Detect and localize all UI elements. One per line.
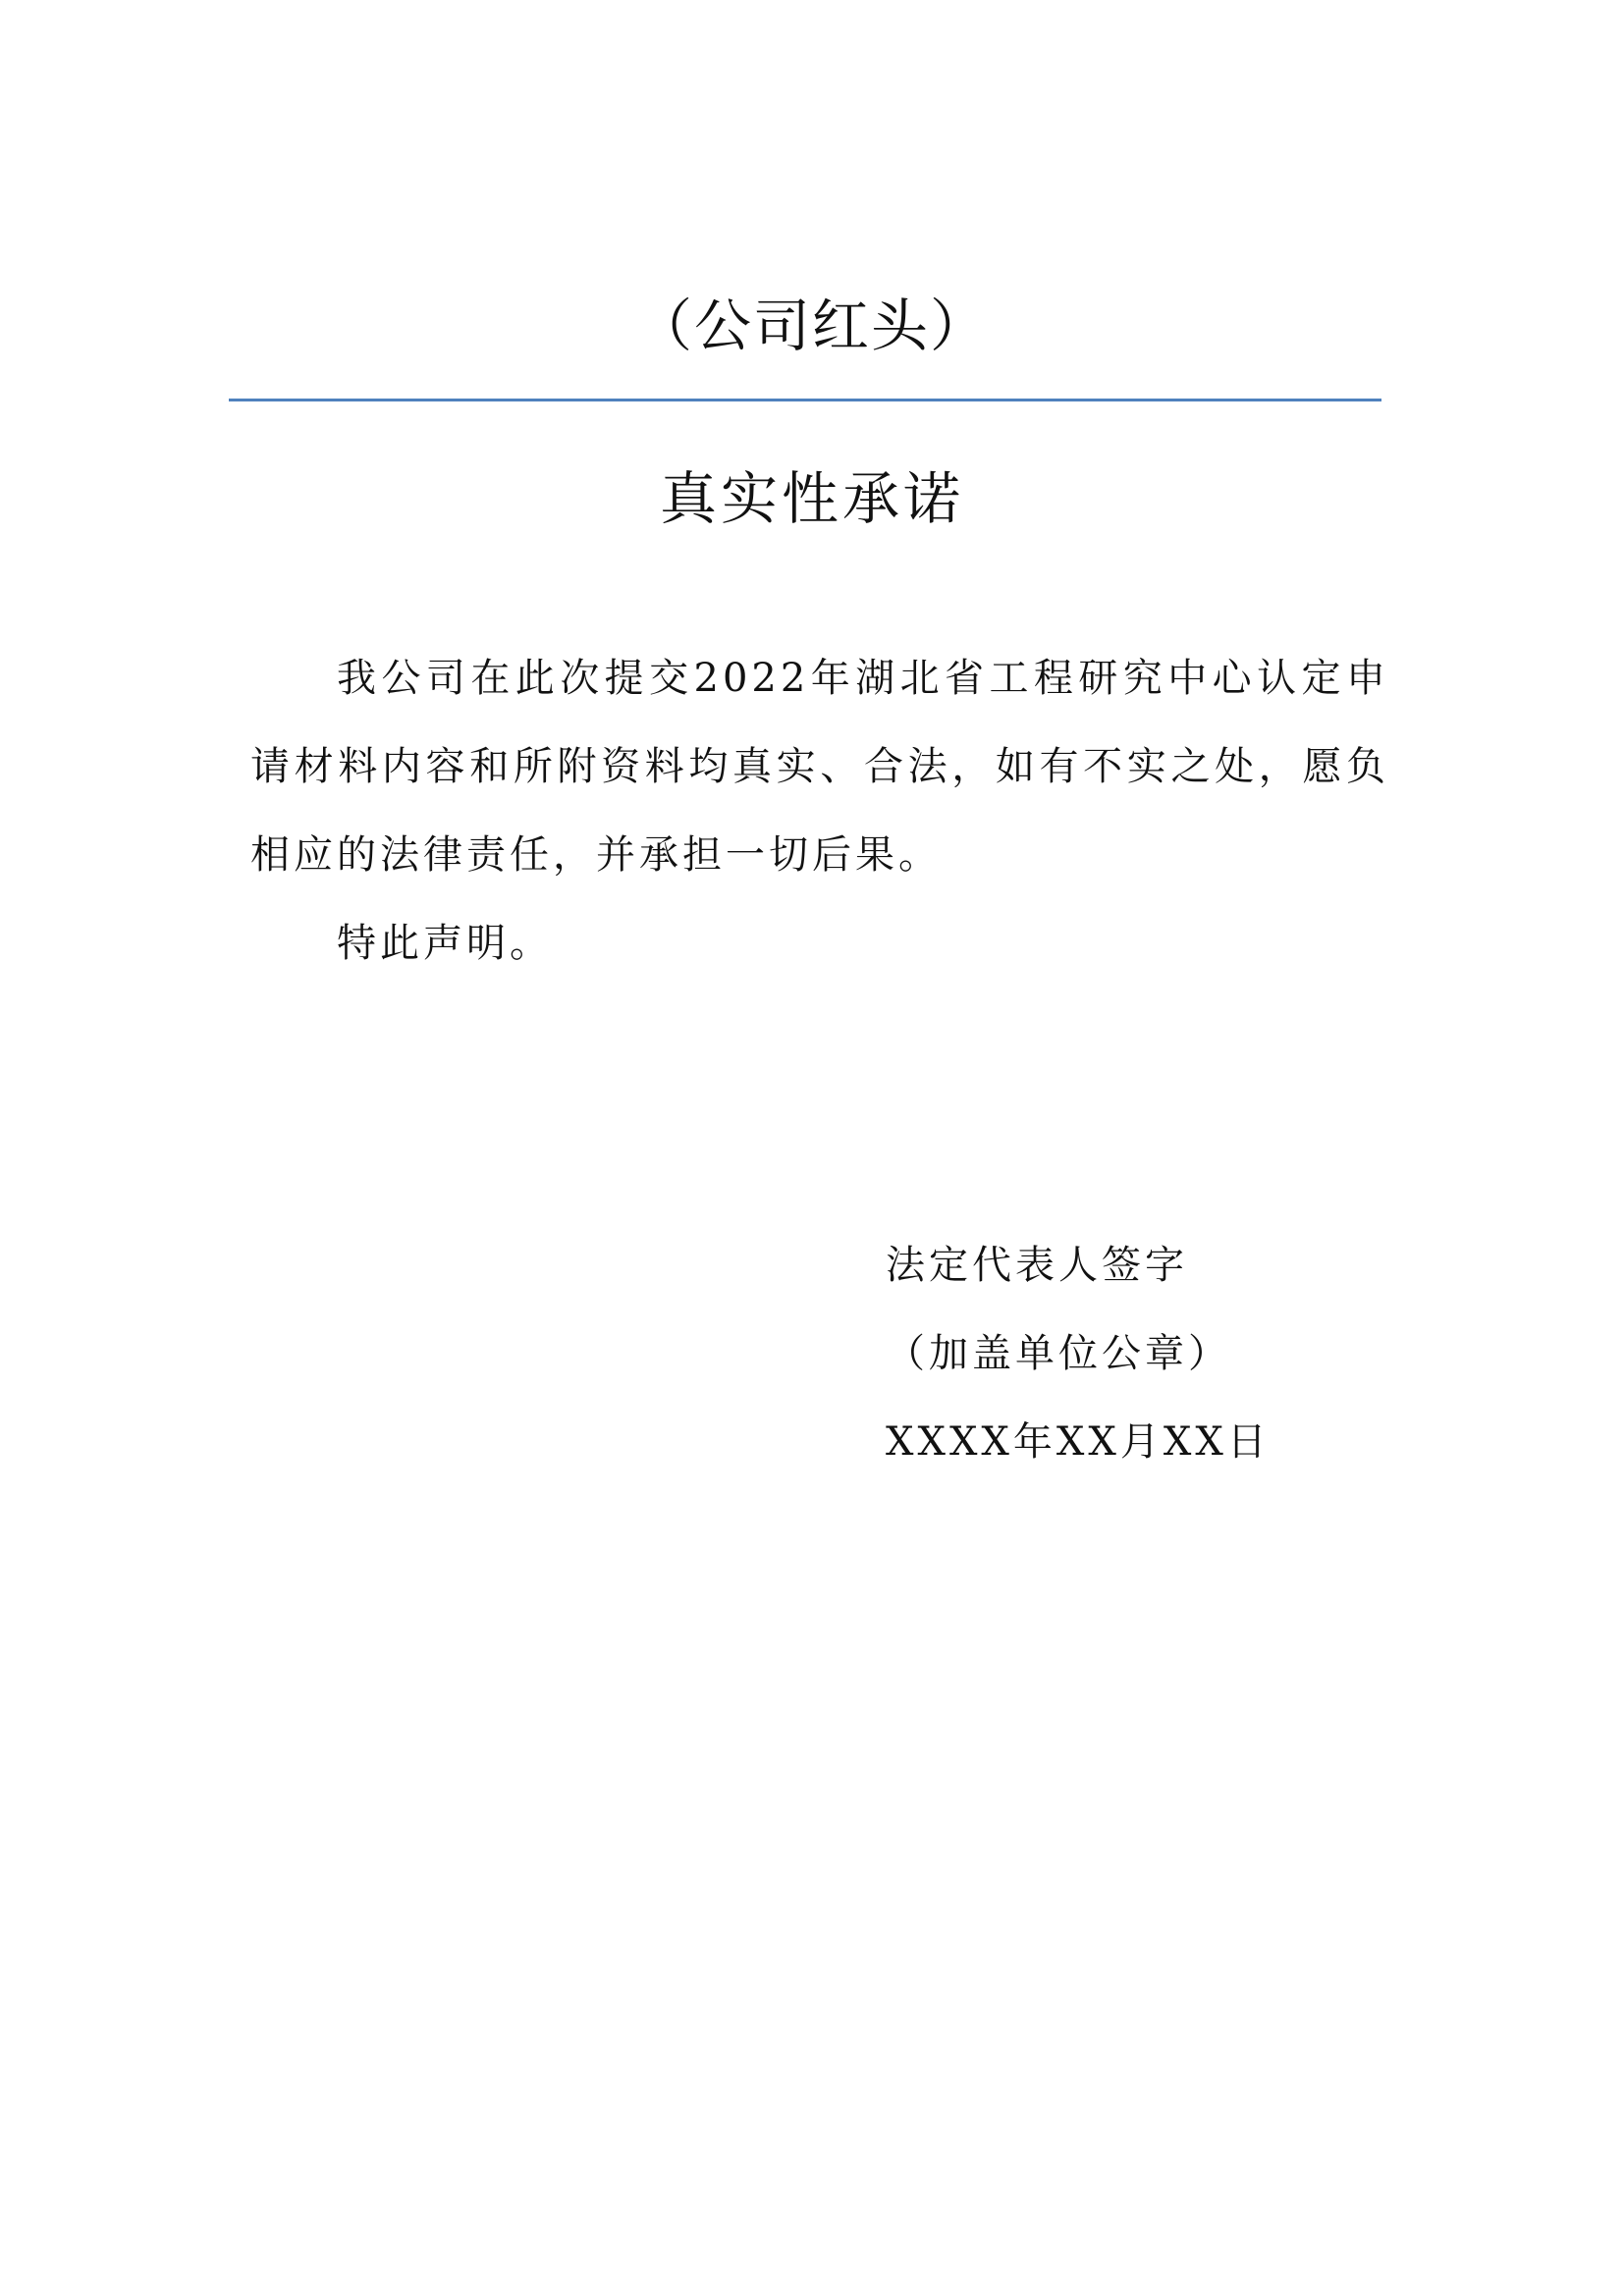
body-paragraph: 我公司在此次提交2022年湖北省工程研究中心认定申请材料内容和所附资料均真实、合法，如有不实之处，愿负相应的法律责任，并承担一切后果。 — [250, 656, 1389, 878]
date-placeholder: XXXX年XX月XX日 — [886, 1419, 1271, 1465]
letterhead-placeholder: （公司红头） — [634, 293, 989, 359]
document-title: 真实性承诺 — [659, 465, 964, 532]
signature-block — [886, 1221, 1271, 1486]
signer-label: 法定代表人签字 — [886, 1243, 1188, 1288]
header-divider — [229, 399, 1381, 401]
document-body — [250, 634, 1389, 988]
closing-statement: 特此声明。 — [337, 921, 553, 966]
seal-note: （加盖单位公章） — [886, 1331, 1231, 1376]
